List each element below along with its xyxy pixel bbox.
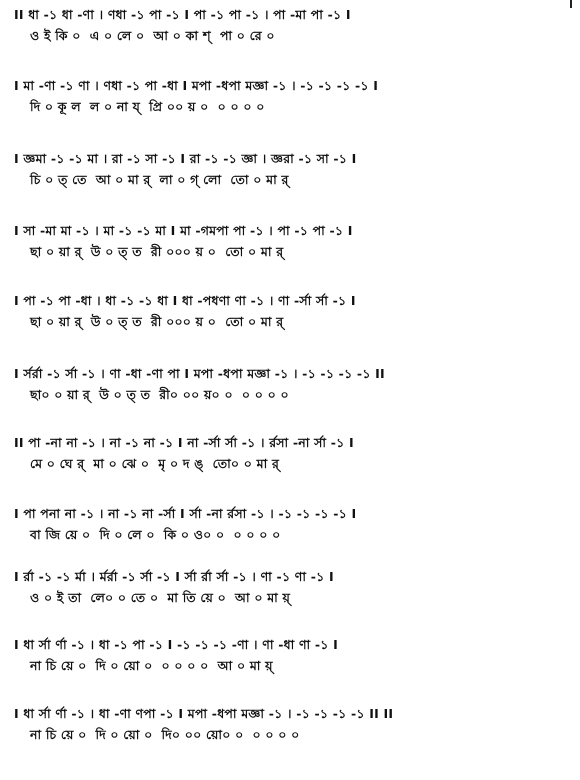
notation-system — [14, 292, 570, 331]
notation-system — [14, 705, 570, 744]
lyric-line: ও ০ ই তা লে০ ০ তে ০ মা তি য়ে ০ আ ০ মা য়্ — [30, 590, 291, 605]
swara-line: I র্রা -১ -১ র্মা । র্মর্রা -১ র্সা -১ I র্সা র্রা র্সা -১ । ণা -১ ণা -১ I — [14, 569, 334, 584]
swara-line: I পা -১ পা -ধা । ধা -১ -১ ধা I ধা -পধণা ণা -১ । ণা -র্সা র্সা -১ I — [14, 293, 356, 308]
swara-line: II ধা -১ ধা -ণা । ণধা -১ পা -১ I পা -১ পা -১ । পা -মা পা -১ I — [14, 7, 351, 22]
lyric-line: চি ০ ত্ তে আ ০ মা র্ লা ০ গ্ লো তো ০ মা র্ — [30, 172, 289, 187]
swara-line: I ধা র্সা র্ণা -১ । ধা -১ পা -১ I -১ -১ -১ -ণা । ণা -ধা ণা -১ I — [14, 637, 339, 652]
swara-line: I সা -মা মা -১ । মা -১ -১ মা I মা -গমপা পা -১ । পা -১ পা -১ I — [14, 223, 353, 238]
swara-line: I র্সর্রা -১ র্সা -১ । ণা -ধা -ণা পা I মপা -ধপা মজ্ঞা -১ । -১ -১ -১ -১ II — [14, 366, 385, 381]
swara-line: I ধা র্সা র্ণা -১ । ধা -ণা ণপা -১ I মপা -ধপা মজ্ঞা -১ । -১ -১ -১ -১ II II — [14, 706, 394, 721]
notation-system — [14, 568, 570, 607]
swara-line: I জ্ঞমা -১ -১ মা । রা -১ সা -১ I রা -১ -১ জ্ঞা । জ্ঞরা -১ সা -১ I — [14, 151, 357, 166]
notation-system — [14, 434, 570, 473]
notation-system — [14, 222, 570, 261]
lyric-line: বা জি য়ে ০ দি ০ লে ০ কি ০ ও০ ০ ০ ০ ০ ০ — [30, 527, 281, 542]
swara-line: II পা -না না -১ । না -১ না -১ I না -র্সা র্সা -১ । র্রসা -না র্সা -১ I — [14, 435, 354, 450]
notation-system — [14, 150, 570, 189]
swara-line: I মা -ণা -১ ণা । ণধা -১ পা -ধা I মপা -ধপা মজ্ঞা -১ । -১ -১ -১ -১ I — [14, 78, 379, 93]
lyric-line: না চি য়ে ০ দি ০ য়ো ০ ০ ০ ০ ০ আ ০ মা য়্ — [30, 658, 273, 673]
lyric-line: মে ০ ঘে র্ মা ০ ঝে ০ মৃ ০ দ ঙ্ তো০ ০ মা র্ — [30, 456, 280, 471]
notation-system — [14, 505, 570, 544]
notation-system — [14, 636, 570, 675]
notation-system — [14, 365, 570, 404]
lyric-line: ছা ০ য়া র্ উ ০ ত্ ত রী ০০০ য় ০ তো ০ মা র্ — [30, 244, 284, 259]
notation-system — [14, 6, 570, 45]
lyric-line: ছা০ ০ য়া র্ উ ০ ত্ ত রী০ ০০ য়০ ০ ০ ০ ০ ০ — [30, 387, 289, 402]
swara-line: I পা পনা না -১ । না -১ না -র্সা I র্সা -না র্রসা -১ । -১ -১ -১ -১ I — [14, 506, 357, 521]
notation-system — [14, 77, 570, 116]
lyric-line: দি ০ কূ ল ল ০ না য্ প্রি ০০ য় ০ ০ ০ ০ ০ — [30, 99, 265, 114]
lyric-line: ছা ০ য়া র্ উ ০ ত্ ত রী ০০০ য় ০ তো ০ মা র্ — [30, 314, 284, 329]
lyric-line: ও ই কি ০ এ ০ লে ০ আ ০ কা শ্ পা ০ রে ০ — [30, 28, 275, 43]
corner-mark — [570, 0, 572, 8]
lyric-line: না চি য়ে ০ দি ০ য়ো ০ দি০ ০০ য়ো০ ০ ০ ০ ০ ০ — [30, 727, 300, 742]
